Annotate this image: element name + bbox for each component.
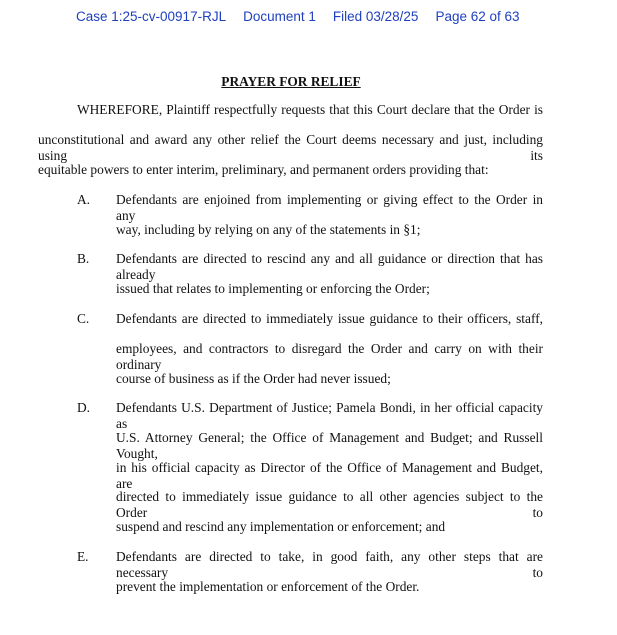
item-line: Defendants are directed to rescind any and all guidance or direction that has already [116, 251, 543, 282]
item-letter: C. [77, 311, 90, 326]
intro-line: WHEREFORE, Plaintiff respectfully requests that this Court declare that the Order is [77, 102, 543, 117]
item-line: Defendants are directed to immediately issue guidance to their officers, staff, [116, 311, 543, 326]
item-line: Defendants U.S. Department of Justice; Pamela Bondi, in her official capacity as [116, 400, 543, 431]
item-line: Defendants are directed to take, in good faith, any other steps that are necessary to [116, 549, 543, 580]
item-line: directed to immediately issue guidance to all other agencies subject to the Order to [116, 489, 543, 520]
item-line: course of business as if the Order had never issued; [116, 371, 391, 386]
intro-line: equitable powers to enter interim, preliminary, and permanent orders providing that: [38, 162, 489, 177]
item-line: prevent the implementation or enforcement of the Order. [116, 579, 420, 594]
item-line: in his official capacity as Director of the Office of Management and Budget, are [116, 460, 543, 491]
filed-date: Filed 03/28/25 [332, 9, 419, 24]
item-line: employees, and contractors to disregard the Order and carry on with their ordinary [116, 341, 543, 372]
intro-line: unconstitutional and award any other relief the Court deems necessary and just, including using its [38, 132, 543, 163]
item-line: issued that relates to implementing or enforcing the Order; [116, 281, 430, 296]
document-number: Document 1 [243, 9, 316, 24]
page-number: Page 62 of 63 [435, 9, 520, 24]
item-letter: D. [77, 400, 91, 415]
item-letter: B. [77, 251, 90, 266]
item-letter: A. [77, 192, 91, 207]
item-line: Defendants are enjoined from implementing or giving effect to the Order in any [116, 192, 543, 223]
item-line: way, including by relying on any of the statements in §1; [116, 222, 421, 237]
section-title: PRAYER FOR RELIEF [221, 74, 361, 89]
item-letter: E. [77, 549, 89, 564]
item-line: suspend and rescind any implementation or enforcement; and [116, 519, 446, 534]
ecf-header [76, 9, 520, 24]
item-line: U.S. Attorney General; the Office of Management and Budget; and Russell Vought, [116, 430, 543, 461]
case-number: Case 1:25-cv-00917-RJL [76, 9, 227, 24]
